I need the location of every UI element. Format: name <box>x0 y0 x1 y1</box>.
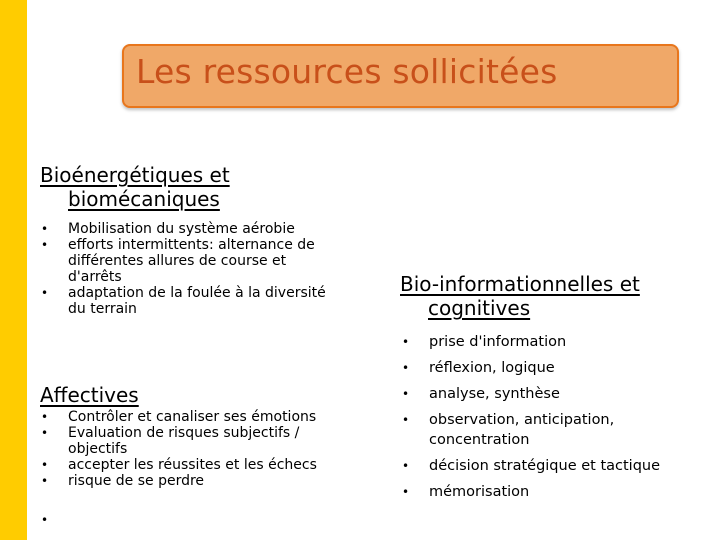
list-item: • observation, anticipation, concentration <box>402 412 615 448</box>
bullet-icon: • <box>402 413 410 427</box>
bullet-icon: • <box>41 238 49 252</box>
section-heading-affectives <box>40 383 139 407</box>
page-title: Les ressources sollicitées <box>136 52 558 91</box>
list-item: • Mobilisation du système aérobie <box>41 221 295 237</box>
section-heading-bioinformationnelles <box>400 272 640 320</box>
bullet-icon: • <box>41 513 49 527</box>
bioenergetique-list <box>41 221 341 317</box>
heading-line-1: Bioénergétiques et <box>40 163 230 187</box>
bullet-icon: • <box>41 410 49 424</box>
left-accent-bar <box>0 0 27 540</box>
list-item: • réflexion, logique <box>402 355 702 381</box>
heading-affectives: Affectives <box>40 383 139 407</box>
bullet-icon: • <box>41 426 49 440</box>
list-item: • adaptation de la foulée à la diversité du terrain <box>41 285 326 317</box>
bullet-icon: • <box>402 361 410 375</box>
bullet-icon: • <box>41 458 49 472</box>
bullet-icon: • <box>402 335 410 349</box>
heading-line-1: Bio-informationnelles et <box>400 272 640 296</box>
bullet-icon: • <box>41 286 49 300</box>
heading-line-2: biomécaniques <box>68 187 220 211</box>
bullet-icon: • <box>402 387 410 401</box>
list-item: • risque de se perdre <box>41 473 205 489</box>
list-item: • Evaluation de risques subjectifs / objectifs <box>41 425 300 457</box>
heading-line-2: cognitives <box>428 296 531 320</box>
title-banner <box>122 44 679 108</box>
affectives-list <box>41 409 331 489</box>
bullet-icon: • <box>402 459 410 473</box>
list-item: • accepter les réussites et les échecs <box>41 457 317 473</box>
bioinformationnelles-list <box>402 329 702 505</box>
bullet-icon: • <box>41 474 49 488</box>
list-item: • décision stratégique et tactique <box>402 453 702 479</box>
list-item: • analyse, synthèse <box>402 381 702 407</box>
list-item: • mémorisation <box>402 479 702 505</box>
section-heading-bioenergetique <box>40 163 230 211</box>
bullet-icon: • <box>402 485 410 499</box>
list-item: • efforts intermittents: alternance de différentes allures de course et d'arrêts <box>41 237 315 285</box>
list-item: • Contrôler et canaliser ses émotions <box>41 409 317 425</box>
bullet-icon: • <box>41 222 49 236</box>
list-item: • prise d'information <box>402 329 702 355</box>
